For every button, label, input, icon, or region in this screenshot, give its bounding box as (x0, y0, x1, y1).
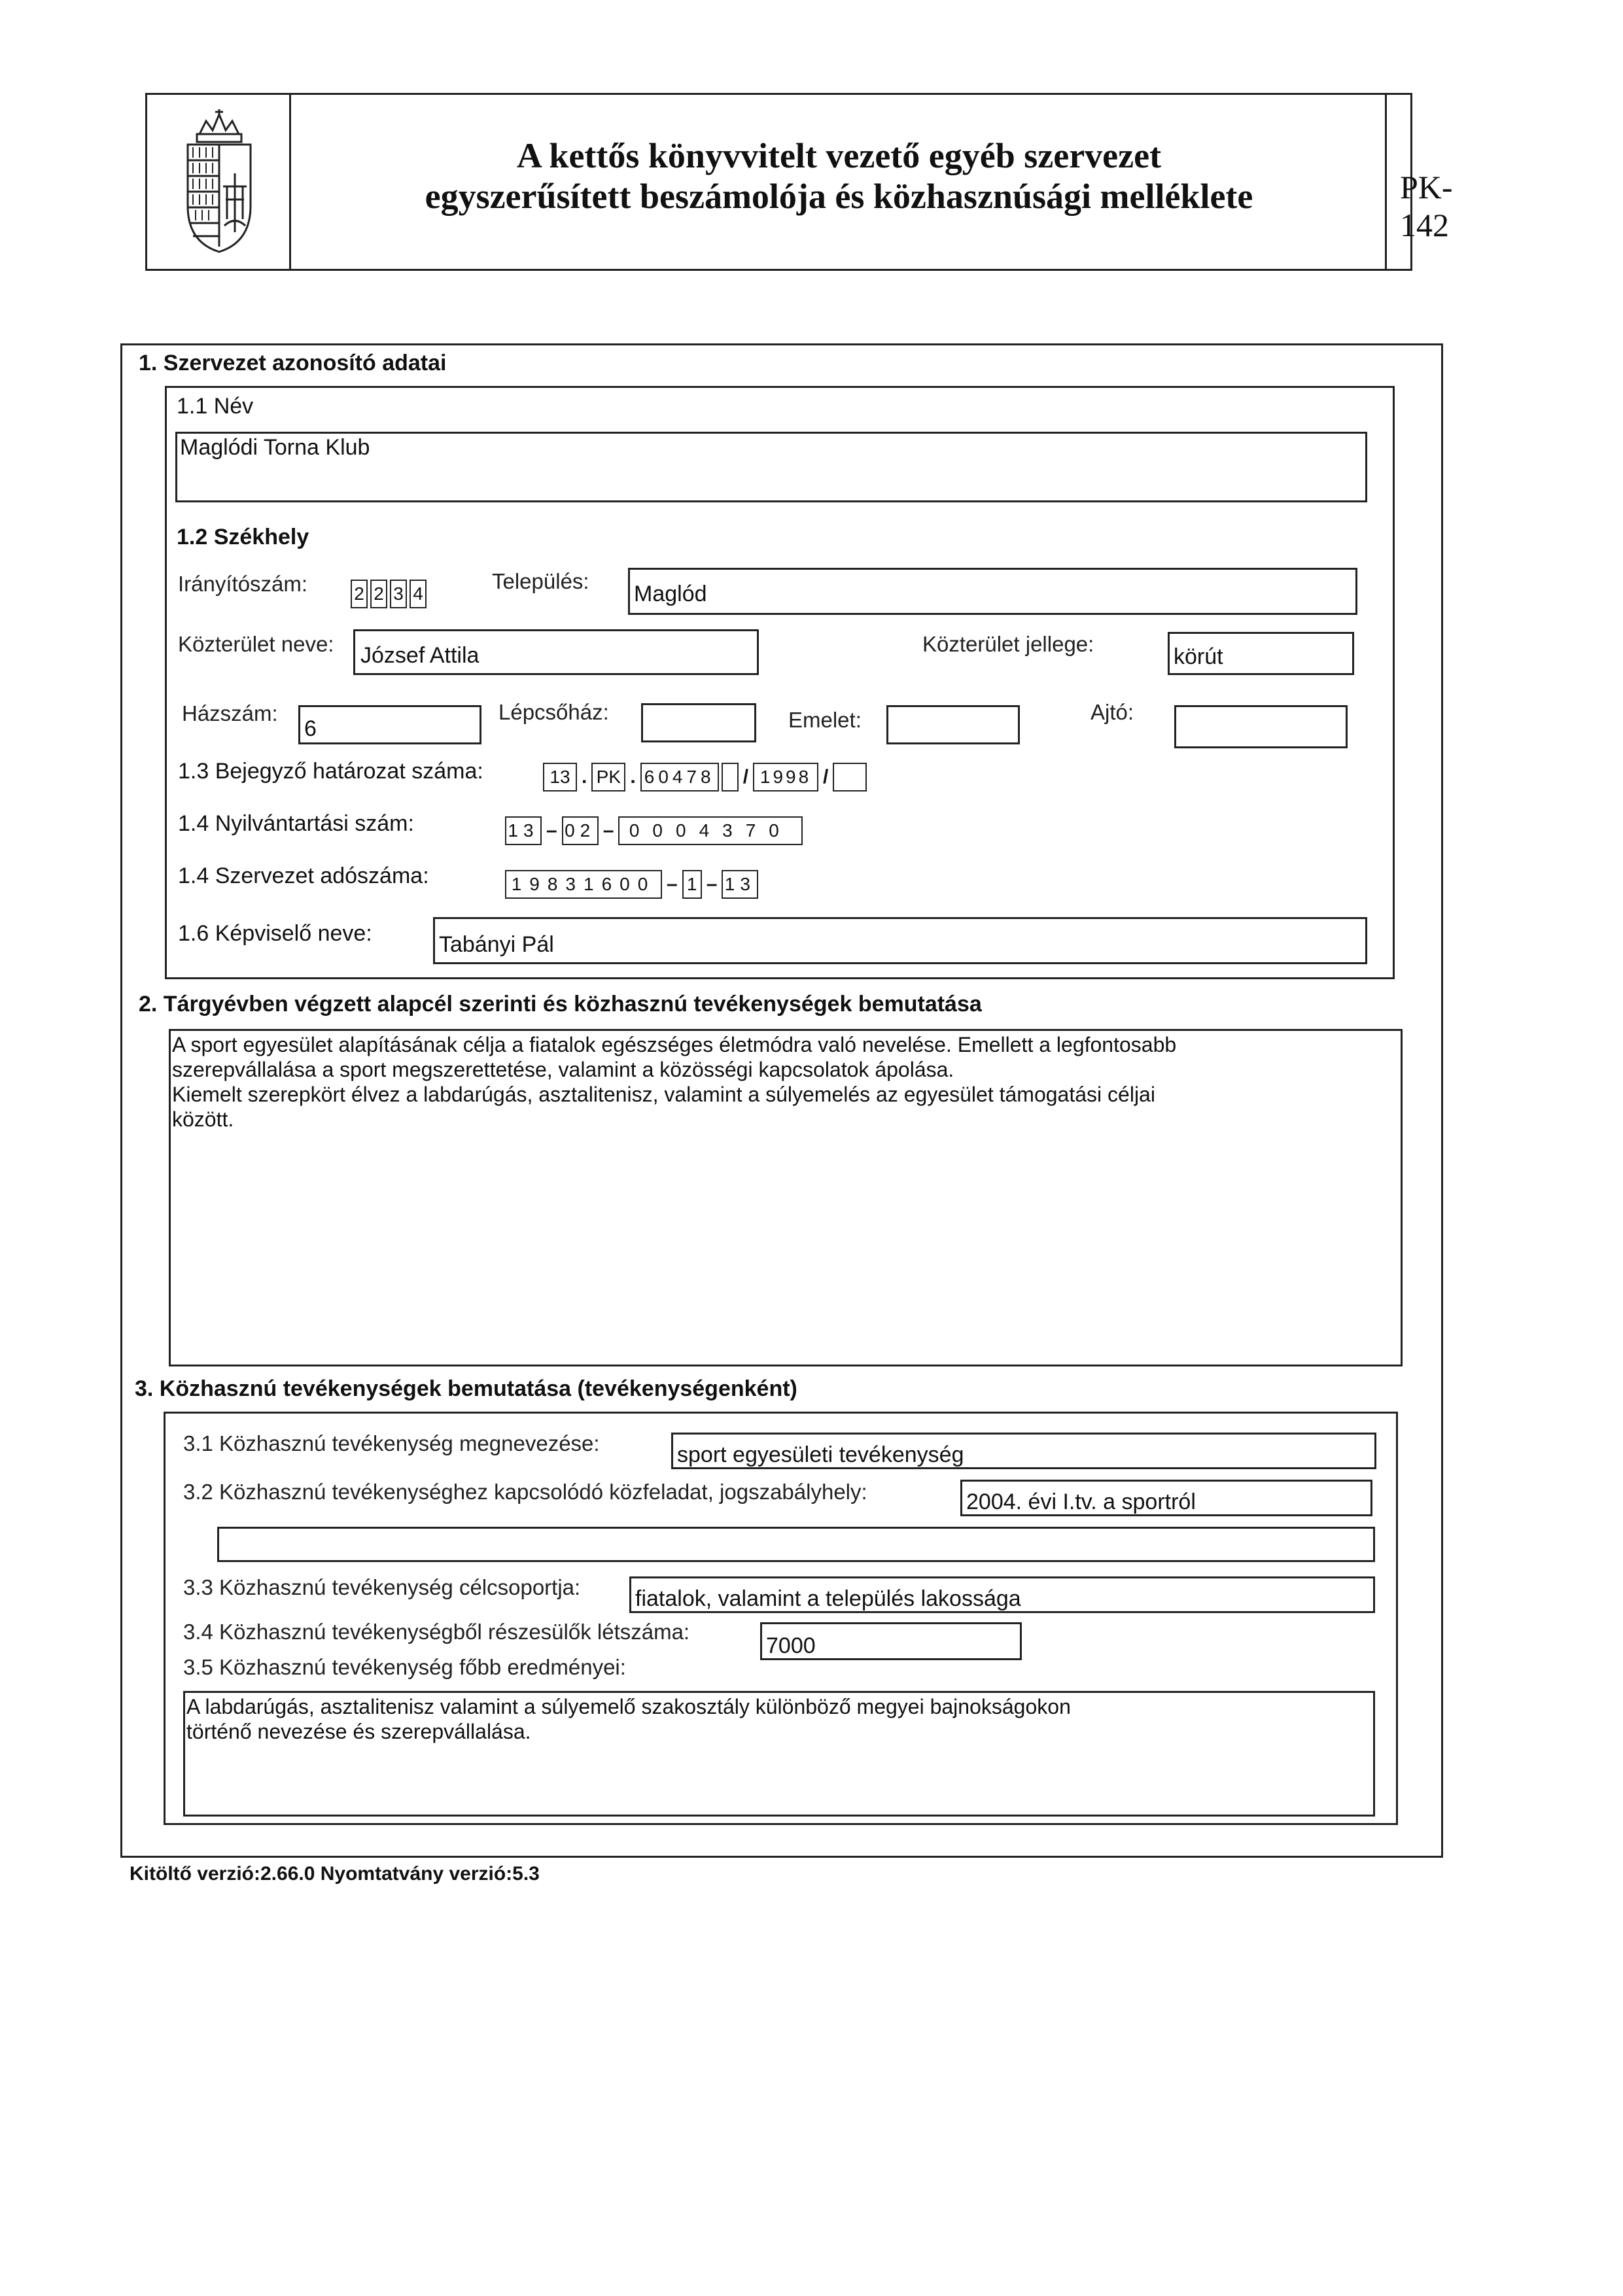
section-2-text: A sport egyesület alapításának célja a fiatalok egészséges életmódra való nevelése. Emellett a legfontosabb szerepvállalása a sport megszerettetése, valamint a közösségi kapcsolatok ápolása. Kiemelt szerepkört élvez a labdarúgás, asztalitenisz, valamint a súlyemelés az egyesület támogatási céljai között. (172, 1033, 1177, 1131)
name-field[interactable] (175, 432, 1367, 502)
name-label: 1.1 Név (177, 394, 254, 419)
public-task-field[interactable] (960, 1480, 1372, 1516)
activity-value: sport egyesületi tevékenység (677, 1442, 964, 1467)
house-field[interactable] (298, 705, 481, 744)
name-value: Maglódi Torna Klub (180, 435, 370, 460)
section-2-heading: 2. Tárgyévben végzett alapcél szerinti és közhasznú tevékenységek bemutatása (139, 992, 982, 1017)
zip-digit: 4 (410, 580, 427, 608)
target-field[interactable] (629, 1576, 1375, 1613)
street-type-value: körút (1174, 644, 1223, 669)
tax-label: 1.4 Szervezet adószáma: (178, 863, 429, 888)
street-type-label: Közterület jellege: (922, 632, 1094, 656)
participants-value: 7000 (766, 1633, 816, 1658)
registration-suffix (833, 763, 867, 791)
form-header (145, 93, 1453, 271)
rep-field[interactable] (433, 917, 1367, 964)
results-textarea[interactable] (183, 1691, 1375, 1817)
city-field[interactable] (628, 568, 1357, 615)
section-3-heading: 3. Közhasznú tevékenységek bemutatása (tevékenységenként) (135, 1376, 797, 1401)
section-1-heading: 1. Szervezet azonosító adatai (139, 351, 447, 375)
tax-vat-code: 1 (682, 870, 702, 899)
form-title-line2: egyszerűsített beszámolója és közhasznúsági melléklete (425, 177, 1253, 216)
street-type-field[interactable] (1168, 632, 1354, 675)
registration-dot: . (630, 766, 636, 788)
registration-slash: / (742, 766, 749, 788)
hungarian-coat-of-arms-icon (180, 108, 258, 255)
door-field[interactable] (1174, 705, 1348, 748)
section-2-textarea[interactable] (169, 1029, 1403, 1366)
rep-value: Tabányi Pál (439, 932, 554, 957)
street-value: József Attila (360, 643, 480, 668)
floor-label: Emelet: (788, 708, 862, 732)
registration-number: 60478 (640, 763, 719, 791)
city-label: Település: (492, 569, 589, 593)
door-label: Ajtó: (1091, 700, 1134, 724)
registry-dash: – (602, 820, 614, 841)
house-label: Házszám: (182, 701, 278, 725)
zip-digit: 3 (390, 580, 407, 608)
stair-field[interactable] (641, 703, 756, 742)
activity-label: 3.1 Közhasznú tevékenység megnevezése: (183, 1431, 600, 1455)
target-value: fiatalok, valamint a település lakossága (635, 1586, 1021, 1611)
form-title-line1: A kettős könyvvitelt vezető egyéb szervezet (516, 136, 1162, 175)
zip-label: Irányítószám: (178, 572, 308, 596)
floor-field[interactable] (886, 705, 1020, 744)
registration-court: PK (591, 763, 625, 791)
target-label: 3.3 Közhasznú tevékenység célcsoportja: (183, 1575, 581, 1599)
street-label: Közterület neve: (178, 632, 334, 656)
registration-field[interactable] (543, 763, 867, 791)
tax-dash: – (667, 873, 678, 895)
form-title (293, 95, 1387, 269)
house-value: 6 (304, 716, 317, 741)
registry-county: 13 (505, 816, 542, 845)
registry-number: 0004370 (618, 816, 803, 845)
zip-field[interactable] (351, 580, 427, 608)
tax-dash: – (706, 873, 718, 895)
public-task-field-2[interactable] (217, 1527, 1375, 1562)
zip-digit: 2 (370, 580, 387, 608)
stair-label: Lépcsőház: (498, 700, 609, 724)
public-task-label: 3.2 Közhasznú tevékenységhez kapcsolódó közfeladat, jogszabályhely: (183, 1480, 867, 1504)
participants-label: 3.4 Közhasznú tevékenységből részesülők létszáma: (183, 1620, 690, 1644)
tax-county-code: 13 (722, 870, 758, 899)
registry-type: 02 (562, 816, 599, 845)
public-task-value: 2004. évi I.tv. a sportról (966, 1489, 1196, 1514)
city-value: Maglód (634, 582, 707, 606)
zip-digit: 2 (351, 580, 368, 608)
registration-slash: / (823, 766, 829, 788)
registration-dot: . (582, 766, 587, 788)
tax-field[interactable] (505, 870, 758, 899)
registration-blank (722, 763, 739, 791)
registration-year: 1998 (753, 763, 818, 791)
form-code: PK-142 (1400, 169, 1453, 243)
crest-cell (147, 95, 291, 269)
registry-dash: – (546, 820, 557, 841)
seat-label: 1.2 Székhely (177, 525, 309, 549)
rep-label: 1.6 Képviselő neve: (178, 921, 372, 946)
street-field[interactable] (353, 629, 759, 675)
registration-county: 13 (543, 763, 577, 791)
tax-base: 19831600 (505, 870, 662, 899)
registry-label: 1.4 Nyilvántartási szám: (178, 811, 414, 836)
participants-field[interactable] (760, 1622, 1022, 1660)
results-text: A labdarúgás, asztalitenisz valamint a súlyemelő szakosztály különböző megyei bajnokságokon történő nevezése és szerepvállalása. (186, 1695, 1071, 1743)
registry-field[interactable] (505, 816, 803, 845)
registration-label: 1.3 Bejegyző határozat száma: (178, 759, 483, 784)
footer-version: Kitöltő verzió:2.66.0 Nyomtatvány verzió:5.3 (130, 1863, 540, 1885)
activity-field[interactable] (671, 1433, 1376, 1469)
results-label: 3.5 Közhasznú tevékenység főbb eredményei: (183, 1655, 626, 1679)
